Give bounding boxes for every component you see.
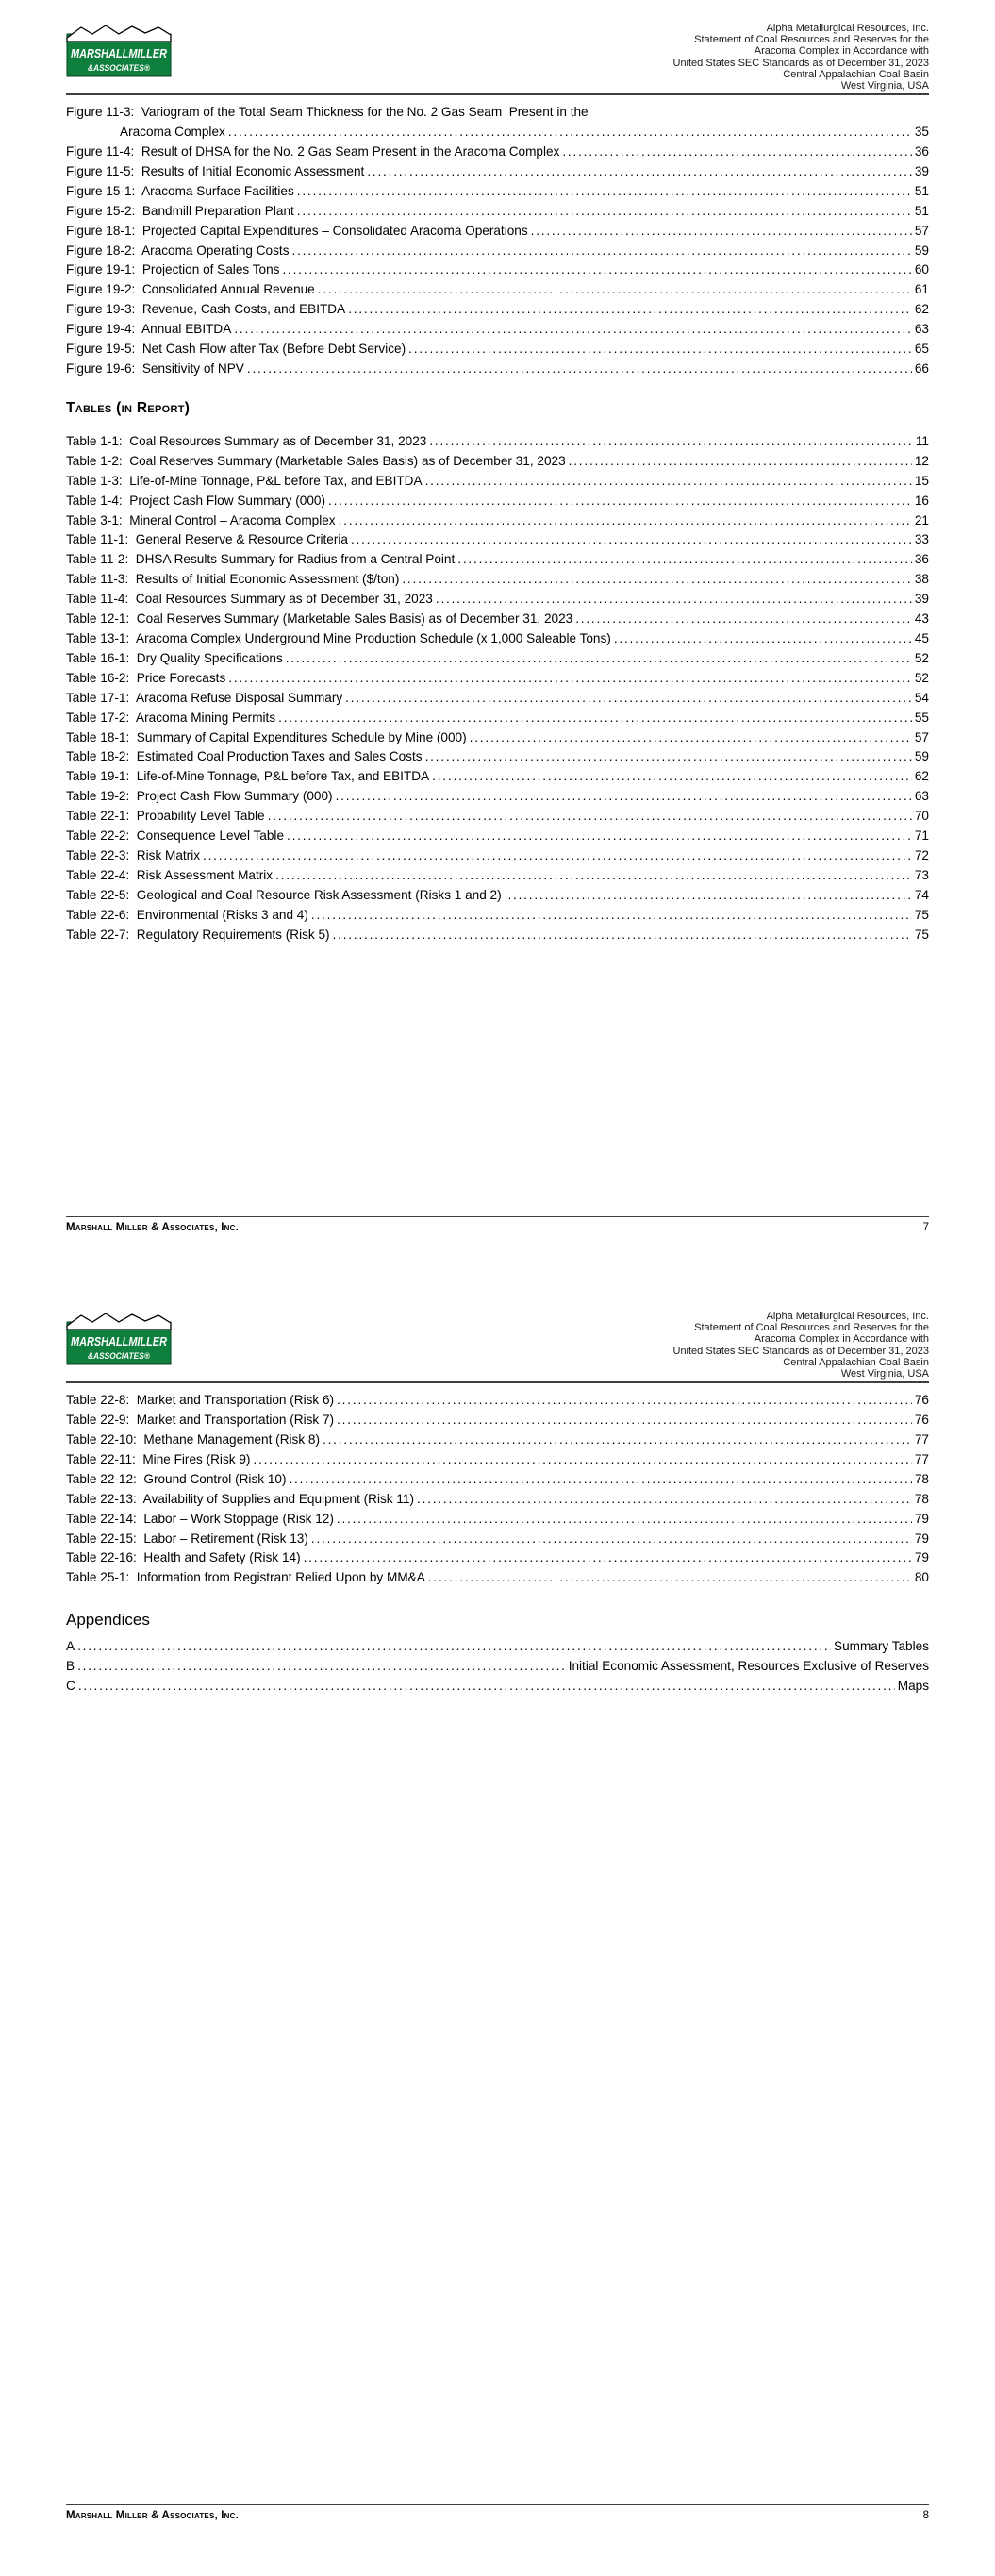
toc-entry-label: Table 22-9: Market and Transportation (Risk 7) (66, 1413, 335, 1428)
toc-entry[interactable] (66, 807, 929, 827)
toc-page-number: 63 (914, 322, 929, 337)
dot-leader (345, 689, 912, 709)
toc-entry-label: Figure 19-3: Revenue, Cash Costs, and EBITDA (66, 302, 346, 317)
logo-text-line2: &ASSOCIATES® (88, 63, 151, 73)
toc-entry[interactable] (66, 1548, 929, 1568)
dot-leader (234, 320, 912, 340)
toc-page-number: 57 (914, 223, 929, 238)
toc-entry-label: Figure 19-4: Annual EBITDA (66, 322, 232, 337)
toc-page-number: 16 (914, 493, 929, 508)
appendix-title: Summary Tables (834, 1639, 929, 1654)
toc-page-number: 39 (914, 592, 929, 607)
toc-entry-label: Figure 18-2: Aracoma Operating Costs (66, 243, 290, 258)
toc-entry[interactable] (66, 1490, 929, 1510)
header-line: Alpha Metallurgical Resources, Inc. (766, 1311, 929, 1322)
toc-entry-label: Table 22-6: Environmental (Risks 3 and 4) (66, 907, 308, 922)
footer-company-name: Marshall Miller & Associates, Inc. (66, 2510, 240, 2521)
toc-entry[interactable] (66, 452, 929, 472)
toc-entry-label: Table 12-1: Coal Reserves Summary (Marketable Sales Basis) as of December 31, 2023 (66, 611, 573, 627)
header-line: Statement of Coal Resources and Reserves for the (694, 34, 929, 46)
toc-entry-label: Table 22-11: Mine Fires (Risk 9) (66, 1451, 251, 1466)
appendices-list (66, 1637, 929, 1697)
toc-page-number: 79 (914, 1511, 929, 1526)
toc-entry[interactable] (66, 492, 929, 511)
toc-page-number: 72 (914, 847, 929, 862)
toc-entry-label-line2: Aracoma Complex (120, 125, 225, 140)
appendix-letter: B (66, 1659, 75, 1674)
toc-page-number: 36 (914, 144, 929, 159)
dot-leader (425, 472, 912, 492)
toc-entry-label: Table 1-1: Coal Resources Summary as of December 31, 2023 (66, 433, 427, 448)
dot-leader (328, 492, 912, 511)
toc-page-number: 35 (914, 125, 929, 140)
toc-entry[interactable] (66, 162, 929, 182)
toc-page-number: 76 (914, 1393, 929, 1408)
toc-page-number: 54 (914, 690, 929, 705)
toc-entry[interactable] (66, 550, 929, 570)
dot-leader (336, 787, 912, 807)
appendices-heading: Appendices (66, 1611, 150, 1630)
toc-entry[interactable] (66, 360, 929, 379)
toc-entry-label: Table 22-10: Methane Management (Risk 8) (66, 1432, 320, 1447)
toc-entry-label: Figure 19-5: Net Cash Flow after Tax (Before Debt Service) (66, 342, 406, 357)
toc-entry-label: Table 1-4: Project Cash Flow Summary (000) (66, 493, 325, 508)
marshall-miller-logo (66, 1311, 172, 1365)
logo-text-line1: MARSHALLMILLER (71, 1335, 167, 1348)
toc-page-number: 73 (914, 867, 929, 882)
header-line: United States SEC Standards as of December 31, 2023 (672, 57, 929, 69)
toc-page-number: 59 (914, 243, 929, 258)
toc-entry[interactable] (66, 747, 929, 767)
toc-entry-label: Figure 19-6: Sensitivity of NPV (66, 361, 244, 376)
toc-entry-label: Table 11-2: DHSA Results Summary for Radius from a Central Point (66, 552, 456, 567)
dot-leader (417, 1490, 912, 1510)
toc-entry-label: Table 22-3: Risk Matrix (66, 847, 201, 862)
toc-entry[interactable] (66, 728, 929, 748)
toc-entry[interactable] (66, 906, 929, 926)
toc-page-number: 36 (914, 552, 929, 567)
toc-entry-label: Table 22-1: Probability Level Table (66, 809, 265, 824)
dot-leader (286, 649, 912, 669)
toc-entry[interactable] (66, 629, 929, 649)
dot-leader (333, 926, 912, 945)
toc-page-number: 62 (914, 769, 929, 784)
dot-leader (507, 886, 911, 906)
dot-leader (337, 1510, 912, 1530)
toc-page-number: 59 (914, 749, 929, 764)
toc-page-number: 33 (914, 532, 929, 547)
toc-page-number: 55 (914, 710, 929, 725)
dot-leader (228, 123, 912, 142)
header-line: Statement of Coal Resources and Reserves for the (694, 1322, 929, 1334)
logo-text-line2: &ASSOCIATES® (88, 1351, 151, 1361)
dot-leader (77, 1657, 566, 1677)
tables-toc-continued (66, 1391, 929, 1588)
toc-page-number: 63 (914, 789, 929, 804)
dot-leader (575, 610, 912, 629)
dot-leader (289, 1470, 911, 1490)
toc-page-number: 45 (914, 630, 929, 645)
toc-entry-label: Table 22-13: Availability of Supplies and Equipment (Risk 11) (66, 1491, 415, 1506)
toc-entry[interactable] (66, 511, 929, 531)
toc-entry-figure-11-3[interactable] (66, 103, 929, 142)
page-footer (66, 2504, 929, 2521)
toc-entry[interactable] (66, 530, 929, 550)
appendix-letter: C (66, 1679, 75, 1694)
toc-entry[interactable] (66, 669, 929, 689)
toc-entry[interactable] (66, 1430, 929, 1450)
dot-leader (282, 260, 911, 280)
appendix-entry[interactable] (66, 1637, 929, 1657)
dot-leader (614, 629, 912, 649)
toc-entry[interactable] (66, 280, 929, 300)
header-line: Aracoma Complex in Accordance with (754, 1333, 929, 1346)
toc-entry-label: Table 18-2: Estimated Coal Production Taxes and Sales Costs (66, 749, 423, 764)
dot-leader (562, 142, 912, 162)
toc-entry[interactable] (66, 202, 929, 222)
mountain-icon (67, 1313, 171, 1330)
dot-leader (339, 511, 912, 531)
header-line: Central Appalachian Coal Basin (783, 1356, 929, 1368)
dot-leader (297, 182, 912, 202)
toc-entry[interactable] (66, 787, 929, 807)
dot-leader (318, 280, 912, 300)
dot-leader (428, 1568, 912, 1588)
dot-leader (457, 550, 912, 570)
toc-page-number: 51 (914, 203, 929, 218)
toc-page-number: 66 (914, 361, 929, 376)
toc-page-number: 65 (914, 342, 929, 357)
toc-entry-label: Table 17-2: Aracoma Mining Permits (66, 710, 276, 725)
toc-page-number: 62 (914, 302, 929, 317)
toc-page-number: 75 (914, 927, 929, 942)
figures-list (66, 142, 929, 379)
toc-entry-label: Table 1-2: Coal Reserves Summary (Marketable Sales Basis) as of December 31, 2023 (66, 453, 566, 468)
dot-leader (253, 1450, 911, 1470)
dot-leader (436, 590, 912, 610)
dot-leader (77, 1637, 831, 1657)
toc-entry-label: Table 19-2: Project Cash Flow Summary (000) (66, 789, 333, 804)
toc-page-number: 43 (914, 611, 929, 627)
toc-entry-label: Table 11-3: Results of Initial Economic Assessment ($/ton) (66, 572, 400, 587)
toc-entry-label: Table 11-4: Coal Resources Summary as of December 31, 2023 (66, 592, 433, 607)
toc-page-number: 52 (914, 650, 929, 665)
header-address-block (673, 1311, 930, 1380)
toc-page-number: 79 (914, 1531, 929, 1546)
dot-leader (531, 222, 912, 242)
toc-entry[interactable] (66, 570, 929, 590)
marshall-miller-logo (66, 23, 172, 77)
toc-entry[interactable] (66, 1411, 929, 1430)
toc-entry-label: Table 13-1: Aracoma Complex Underground Mine Production Schedule (x 1,000 Saleable Tons) (66, 630, 611, 645)
dot-leader (297, 202, 912, 222)
toc-page-number: 79 (914, 1550, 929, 1565)
toc-entry-label: Table 22-7: Regulatory Requirements (Risk 5) (66, 927, 330, 942)
toc-entry[interactable] (66, 472, 929, 492)
toc-entry-label: Figure 11-5: Results of Initial Economic Assessment (66, 163, 365, 178)
dot-leader (311, 906, 912, 926)
toc-entry-label-line1: Figure 11-3: Variogram of the Total Seam Thickness for the No. 2 Gas Seam Present in the (66, 105, 589, 120)
toc-entry[interactable] (66, 866, 929, 886)
dot-leader (78, 1677, 895, 1697)
page-footer (66, 1216, 929, 1233)
toc-entry-label: Table 22-16: Health and Safety (Risk 14) (66, 1550, 301, 1565)
appendix-title: Maps (897, 1679, 929, 1694)
toc-entry-label: Figure 11-4: Result of DHSA for the No. 2 Gas Seam Present in the Aracoma Complex (66, 144, 560, 159)
toc-entry[interactable] (66, 590, 929, 610)
toc-entry-label: Table 22-8: Market and Transportation (Risk 6) (66, 1393, 335, 1408)
dot-leader (408, 340, 912, 360)
footer-page-number: 7 (922, 1222, 929, 1233)
toc-entry-label: Table 22-14: Labor – Work Stoppage (Risk 12) (66, 1511, 334, 1526)
toc-page-number: 61 (914, 282, 929, 297)
toc-entry-label: Figure 15-1: Aracoma Surface Facilities (66, 183, 294, 198)
dot-leader (278, 709, 912, 728)
toc-page-number: 51 (914, 183, 929, 198)
toc-page-number: 12 (914, 453, 929, 468)
toc-page-number: 71 (914, 828, 929, 844)
toc-entry[interactable] (66, 926, 929, 945)
toc-entry[interactable] (66, 142, 929, 162)
toc-entry-label: Table 22-4: Risk Assessment Matrix (66, 867, 274, 882)
toc-entry[interactable] (66, 300, 929, 320)
toc-entry[interactable] (66, 260, 929, 280)
toc-page-number: 15 (914, 473, 929, 488)
page-content (0, 1383, 995, 1697)
dot-leader (569, 452, 912, 472)
appendix-letter: A (66, 1639, 75, 1654)
dot-leader (367, 162, 912, 182)
dot-leader (351, 530, 912, 550)
dot-leader (287, 827, 912, 846)
dot-leader (292, 242, 912, 261)
page-content (0, 95, 995, 945)
toc-entry[interactable] (66, 1568, 929, 1588)
toc-entry[interactable] (66, 182, 929, 202)
dot-leader (425, 747, 912, 767)
toc-page-number: 21 (914, 512, 929, 527)
dot-leader (228, 669, 912, 689)
toc-entry-label: Figure 15-2: Bandmill Preparation Plant (66, 203, 294, 218)
toc-page-number: 74 (914, 887, 929, 902)
toc-entry[interactable] (66, 222, 929, 242)
toc-entry[interactable] (66, 1450, 929, 1470)
dot-leader (203, 846, 912, 866)
header-line: Central Appalachian Coal Basin (783, 68, 929, 80)
toc-page-number: 77 (914, 1451, 929, 1466)
toc-entry[interactable] (66, 827, 929, 846)
toc-entry-label: Table 1-3: Life-of-Mine Tonnage, P&L before Tax, and EBITDA (66, 473, 423, 488)
footer-page-number: 8 (922, 2510, 929, 2521)
toc-entry-label: Table 19-1: Life-of-Mine Tonnage, P&L before Tax, and EBITDA (66, 769, 430, 784)
dot-leader (470, 728, 912, 748)
toc-entry[interactable] (66, 1391, 929, 1411)
mountain-icon (67, 25, 171, 42)
dot-leader (304, 1548, 912, 1568)
toc-entry[interactable] (66, 1530, 929, 1549)
toc-entry-label: Figure 19-1: Projection of Sales Tons (66, 262, 280, 277)
toc-entry[interactable] (66, 886, 929, 906)
toc-entry[interactable] (66, 1510, 929, 1530)
toc-page-number: 39 (914, 163, 929, 178)
footer-company-name: Marshall Miller & Associates, Inc. (66, 1222, 240, 1233)
dot-leader (429, 432, 913, 452)
toc-page-number: 78 (914, 1471, 929, 1486)
toc-entry[interactable] (66, 767, 929, 787)
dot-leader (348, 300, 912, 320)
dot-leader (337, 1391, 912, 1411)
toc-page-number: 38 (914, 572, 929, 587)
tables-section-heading: Tables (in Report) (66, 399, 191, 416)
toc-entry[interactable] (66, 432, 929, 452)
toc-page-number: 11 (915, 433, 929, 448)
toc-page-number: 57 (914, 729, 929, 744)
toc-page-number: 52 (914, 670, 929, 685)
header-line: West Virginia, USA (840, 80, 929, 92)
toc-entry[interactable] (66, 846, 929, 866)
toc-entry-label: Figure 19-2: Consolidated Annual Revenue (66, 282, 315, 297)
page-8 (0, 1288, 995, 2576)
appendix-title: Initial Economic Assessment, Resources Exclusive of Reserves (568, 1659, 929, 1674)
toc-page-number: 78 (914, 1491, 929, 1506)
header-line: Alpha Metallurgical Resources, Inc. (766, 23, 929, 34)
header-line: West Virginia, USA (840, 1368, 929, 1380)
toc-entry[interactable] (66, 242, 929, 261)
toc-entry[interactable] (66, 689, 929, 709)
toc-entry-label: Table 16-2: Price Forecasts (66, 670, 226, 685)
toc-page-number: 80 (914, 1570, 929, 1585)
toc-entry[interactable] (66, 709, 929, 728)
toc-entry-label: Table 22-15: Labor – Retirement (Risk 13) (66, 1531, 308, 1546)
toc-page-number: 70 (914, 809, 929, 824)
toc-page-number: 77 (914, 1432, 929, 1447)
toc-page-number: 76 (914, 1413, 929, 1428)
logo-text-line1: MARSHALLMILLER (71, 47, 167, 60)
header-line: Aracoma Complex in Accordance with (754, 45, 929, 58)
toc-entry[interactable] (66, 1470, 929, 1490)
toc-entry-label: Table 17-1: Aracoma Refuse Disposal Summary (66, 690, 343, 705)
header-address-block (673, 23, 930, 92)
toc-page-number: 60 (914, 262, 929, 277)
toc-entry[interactable] (66, 649, 929, 669)
appendix-entry[interactable] (66, 1677, 929, 1697)
toc-entry-label: Table 22-2: Consequence Level Table (66, 828, 285, 844)
figures-toc (66, 103, 929, 379)
toc-entry-label: Table 11-1: General Reserve & Resource Criteria (66, 532, 348, 547)
dot-leader (432, 767, 912, 787)
dot-leader (337, 1411, 912, 1430)
toc-entry[interactable] (66, 320, 929, 340)
dot-leader (311, 1530, 912, 1549)
toc-entry-label: Table 18-1: Summary of Capital Expenditures Schedule by Mine (000) (66, 729, 467, 744)
toc-entry-label: Table 22-12: Ground Control (Risk 10) (66, 1471, 287, 1486)
dot-leader (323, 1430, 912, 1450)
toc-entry-label: Table 16-1: Dry Quality Specifications (66, 650, 283, 665)
toc-entry-label: Figure 18-1: Projected Capital Expenditures – Consolidated Aracoma Operations (66, 223, 528, 238)
toc-entry[interactable] (66, 340, 929, 360)
toc-entry-label: Table 22-5: Geological and Coal Resource Risk Assessment (Risks 1 and 2) (66, 887, 506, 902)
appendix-entry[interactable] (66, 1657, 929, 1677)
tables-toc (66, 432, 929, 945)
toc-entry-label: Table 3-1: Mineral Control – Aracoma Complex (66, 512, 336, 527)
page-header (0, 1288, 995, 1380)
dot-leader (268, 807, 912, 827)
toc-entry-label: Table 25-1: Information from Registrant Relied Upon by MM&A (66, 1570, 425, 1585)
dot-leader (247, 360, 912, 379)
header-line: United States SEC Standards as of December 31, 2023 (672, 1345, 929, 1357)
page-header (0, 0, 995, 92)
toc-entry[interactable] (66, 610, 929, 629)
dot-leader (402, 570, 912, 590)
dot-leader (275, 866, 912, 886)
toc-page-number: 75 (914, 907, 929, 922)
